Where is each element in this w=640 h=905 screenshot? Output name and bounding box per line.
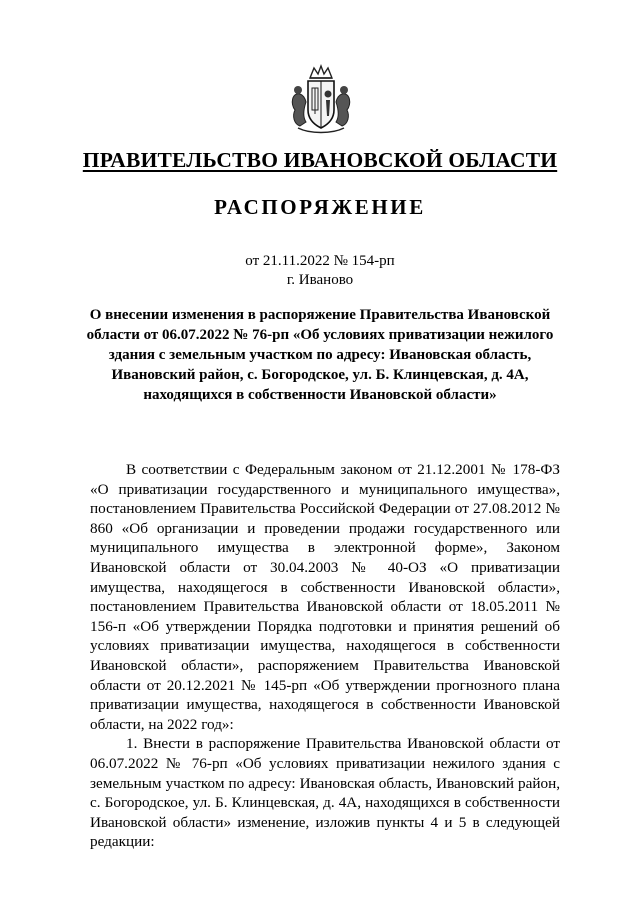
body-paragraph: В соответствии с Федеральным законом от 21.12.2001 № 178-ФЗ «О приватизации государственного и муниципального имущества», постановлением Правительства Российской Федерации от 27.08.2012 № 860 «Об организации и проведении продажи государственного или муниципального имущества в электронной форме», Законом Ивановской области от 30.04.2003 № 40-ОЗ «О приватизации имущества, находящегося в собственности Ивановской области», постановлением Правительства Ивановской области от 18.05.2011 № 156-п «Об утверждении Порядка подготовки и принятия решений об условиях приватизации имущества, находящегося в собственности Ивановской области», распоряжением Правительства Ивановской области от 20.12.2021 № 145-рп «Об утверждении прогнозного плана приватизации имущества, находящегося в собственности Ивановской области, на 2022 год»:: [90, 461, 560, 733]
ivanovo-coat-of-arms-icon: [286, 64, 356, 136]
document-date-number: от 21.11.2022 № 154-рп: [245, 253, 395, 269]
body-paragraph: 1. Внести в распоряжение Правительства Ивановской области от 06.07.2022 № 76-рп «Об условиях приватизации нежилого здания с земельным участком по адресу: Ивановская область, Ивановский район, с. Богородское, ул. Б. Клинцевская, д. 4А, находящихся в собственности Ивановской области» изменение, изложив пункты 4 и 5 в следующей редакции:: [90, 735, 560, 851]
document-body: [90, 460, 560, 852]
document-type: РАСПОРЯЖЕНИЕ: [214, 195, 426, 219]
government-title: ПРАВИТЕЛЬСТВО ИВАНОВСКОЙ ОБЛАСТИ: [82, 148, 558, 172]
document-city: г. Иваново: [286, 272, 354, 288]
document-subject: О внесении изменения в распоряжение Правительства Ивановской области от 06.07.2022 № 76-рп «Об условиях приватизации нежилого здания с земельным участком по адресу: Ивановская область, Ивановский район, с. Богородское, ул. Б. Клинцевская, д. 4А, находящихся в собственности Ивановской области»: [86, 307, 554, 403]
